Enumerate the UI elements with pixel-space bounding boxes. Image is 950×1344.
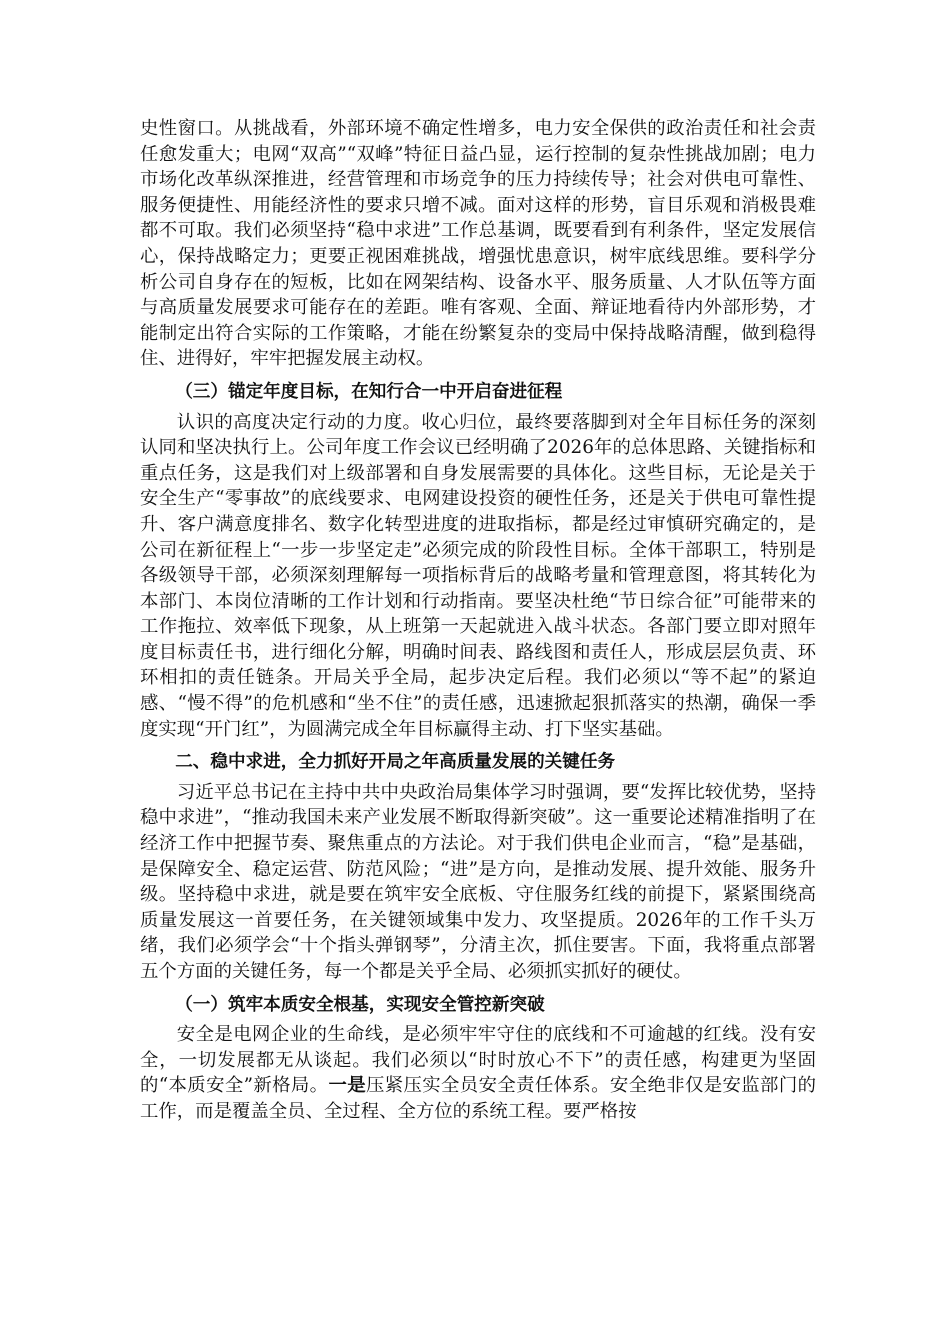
section-heading-safety: （一）筑牢本质安全根基，实现安全管控新突破 <box>175 994 545 1015</box>
section-heading-goals: （三）锚定年度目标，在知行合一中开启奋进征程 <box>175 381 563 402</box>
paragraph-continued: 史性窗口。从挑战看，外部环境不确定性增多，电力安全保供的政治责任和社会责任愈发重大；电网“双高”“双峰”特征日益凸显，运行控制的复杂性挑战加剧；电力市场化改革纵深推进，经营管理和市场竞争的压力持续传导；社会对供电可靠性、服务便捷性、用能经济性的要求只增不减。面对这样的形势，盲目乐观和消极畏难都不可取。我们必须坚持“稳中求进”工作总基调，既要看到有利条件，坚定发展信心，保持战略定力；更要正视困难挑战，增强忧患意识，树牢底线思维。要科学分析公司自身存在的短板，比如在网架结构、设备水平、服务质量、人才队伍等方面与高质量发展要求可能存在的差距。唯有客观、全面、辩证地看待内外部形势，才能制定出符合实际的工作策略，才能在纷繁复杂的变局中保持战略清醒，做到稳得住、进得好，牢牢把握发展主动权。 <box>140 118 816 370</box>
document-body <box>140 116 816 1125</box>
paragraph-safety <box>140 1022 816 1124</box>
paragraph-safety-bold-lead: 一是 <box>328 1075 366 1097</box>
paragraph-safety-start: 安全是电网企业的生命线，是必须牢牢守住的底线和不可逾越的红线。没有安全，一切发展都无从谈起。我们必须以“时时放心不下”的责任感，构建更为坚固的“本质安全”新格局。 <box>140 1024 816 1097</box>
paragraph-key-tasks: 习近平总书记在主持中共中央政治局集体学习时强调，要“发挥比较优势，坚持稳中求进”，“推动我国未来产业发展不断取得新突破”。这一重要论述精准指明了在经济工作中把握节奏、聚焦重点的方法论。对于我们供电企业而言，“稳”是基础，是保障安全、稳定运营、防范风险；“进”是方向，是推动发展、提升效能、服务升级。坚持稳中求进，就是要在筑牢安全底板、守住服务红线的前提下，紧紧围绕高质量发展这一首要任务，在关键领域集中发力、攻坚提质。2026年的工作千头万绪，我们必须学会“十个指头弹钢琴”，分清主次，抓住要害。下面，我将重点部署五个方面的关键任务，每一个都是关乎全局、必须抓实抓好的硬仗。 <box>140 781 816 982</box>
chapter-heading-key-tasks: 二、稳中求进，全力抓好开局之年高质量发展的关键任务 <box>175 752 616 773</box>
paragraph-safety-end: 压紧压实全员安全责任体系。安全绝非仅是安监部门的工作，而是覆盖全员、全过程、全方位的系统工程。要严格按 <box>140 1075 816 1122</box>
paragraph-goals: 认识的高度决定行动的力度。收心归位，最终要落脚到对全年目标任务的深刻认同和坚决执行上。公司年度工作会议已经明确了2026年的总体思路、关键指标和重点任务，这是我们对上级部署和自身发展需要的具体化。这些目标，无论是关于安全生产“零事故”的底线要求、电网建设投资的硬性任务，还是关于供电可靠性提升、客户满意度排名、数字化转型进度的进取指标，都是经过审慎研究确定的，是公司在新征程上“一步一步坚定走”必须完成的阶段性目标。全体干部职工，特别是各级领导干部，必须深刻理解每一项指标背后的战略考量和管理意图，将其转化为本部门、本岗位清晰的工作计划和行动指南。要坚决杜绝“节日综合征”可能带来的工作拖拉、效率低下现象，从上班第一天起就进入战斗状态。各部门要立即对照年度目标责任书，进行细化分解，明确时间表、路线图和责任人，形成层层负责、环环相扣的责任链条。开局关乎全局，起步决定后程。我们必须以“等不起”的紧迫感、“慢不得”的危机感和“坐不住”的责任感，迅速掀起狠抓落实的热潮，确保一季度实现“开门红”，为圆满完成全年目标赢得主动、打下坚实基础。 <box>140 411 816 740</box>
